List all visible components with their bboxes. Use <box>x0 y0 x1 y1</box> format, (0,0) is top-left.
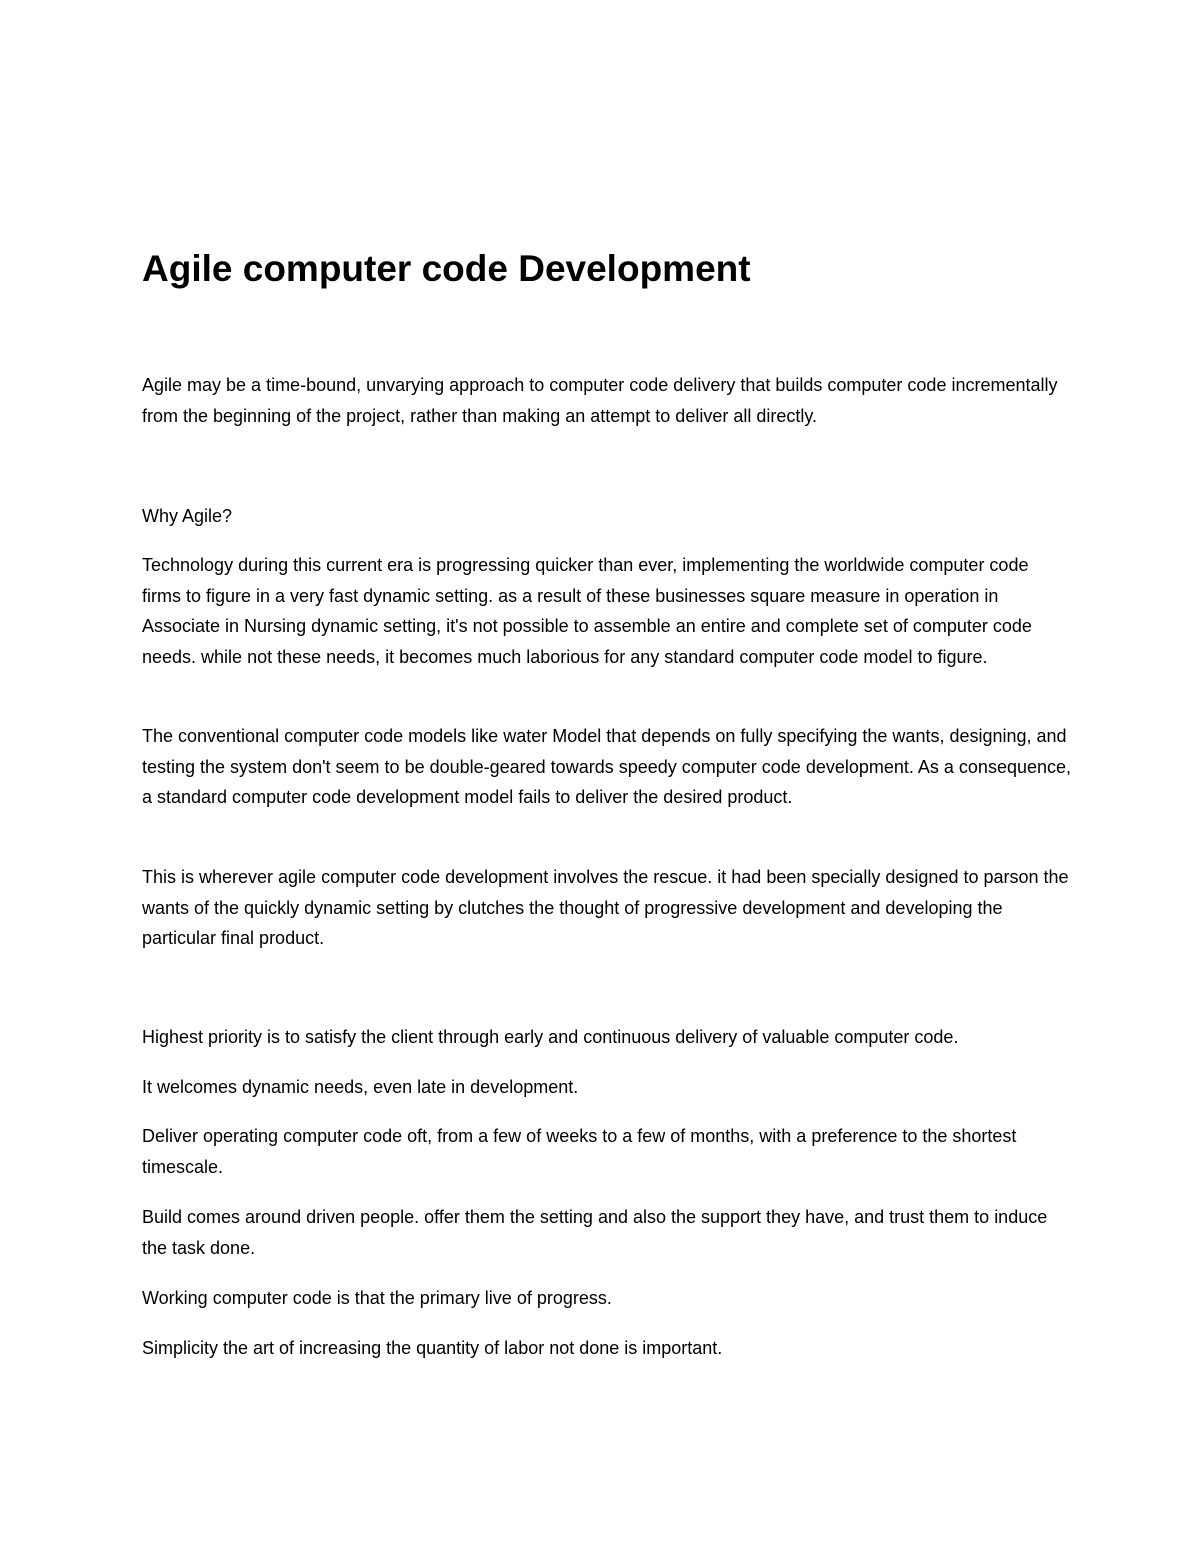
principle-item: It welcomes dynamic needs, even late in development. <box>142 1077 579 1097</box>
principle-item: Working computer code is that the primary live of progress. <box>142 1288 612 1308</box>
agile-rescue-paragraph: This is wherever agile computer code development involves the rescue. it had been specially designed to parson the wants of the quickly dynamic setting by clutches the thought of progressive development and developing the particular final product. <box>142 867 1069 948</box>
intro-paragraph: Agile may be a time-bound, unvarying approach to computer code delivery that builds computer code incrementally from the beginning of the project, rather than making an attempt to deliver all directly. <box>142 375 1058 426</box>
principle-item: Highest priority is to satisfy the client through early and continuous delivery of valuable computer code. <box>142 1027 959 1047</box>
document-title: Agile computer code Development <box>142 248 751 289</box>
principle-item: Deliver operating computer code oft, from a few of weeks to a few of months, with a preference to the shortest timescale. <box>142 1126 1017 1177</box>
technology-paragraph: Technology during this current era is progressing quicker than ever, implementing the worldwide computer code firms to figure in a very fast dynamic setting. as a result of these businesses square measure in operation in Associate in Nursing dynamic setting, it's not possible to assemble an entire and complete set of computer code needs. while not these needs, it becomes much laborious for any standard computer code model to figure. <box>142 555 1032 667</box>
principle-item: Simplicity the art of increasing the quantity of labor not done is important. <box>142 1338 723 1358</box>
principle-item: Build comes around driven people. offer them the setting and also the support they have, and trust them to induce the task done. <box>142 1207 1048 1258</box>
conventional-models-paragraph: The conventional computer code models like water Model that depends on fully specifying the wants, designing, and testing the system don't seem to be double-geared towards speedy computer code development. As a consequence, a standard computer code development model fails to deliver the desired product. <box>142 726 1072 807</box>
why-agile-heading: Why Agile? <box>142 506 233 526</box>
